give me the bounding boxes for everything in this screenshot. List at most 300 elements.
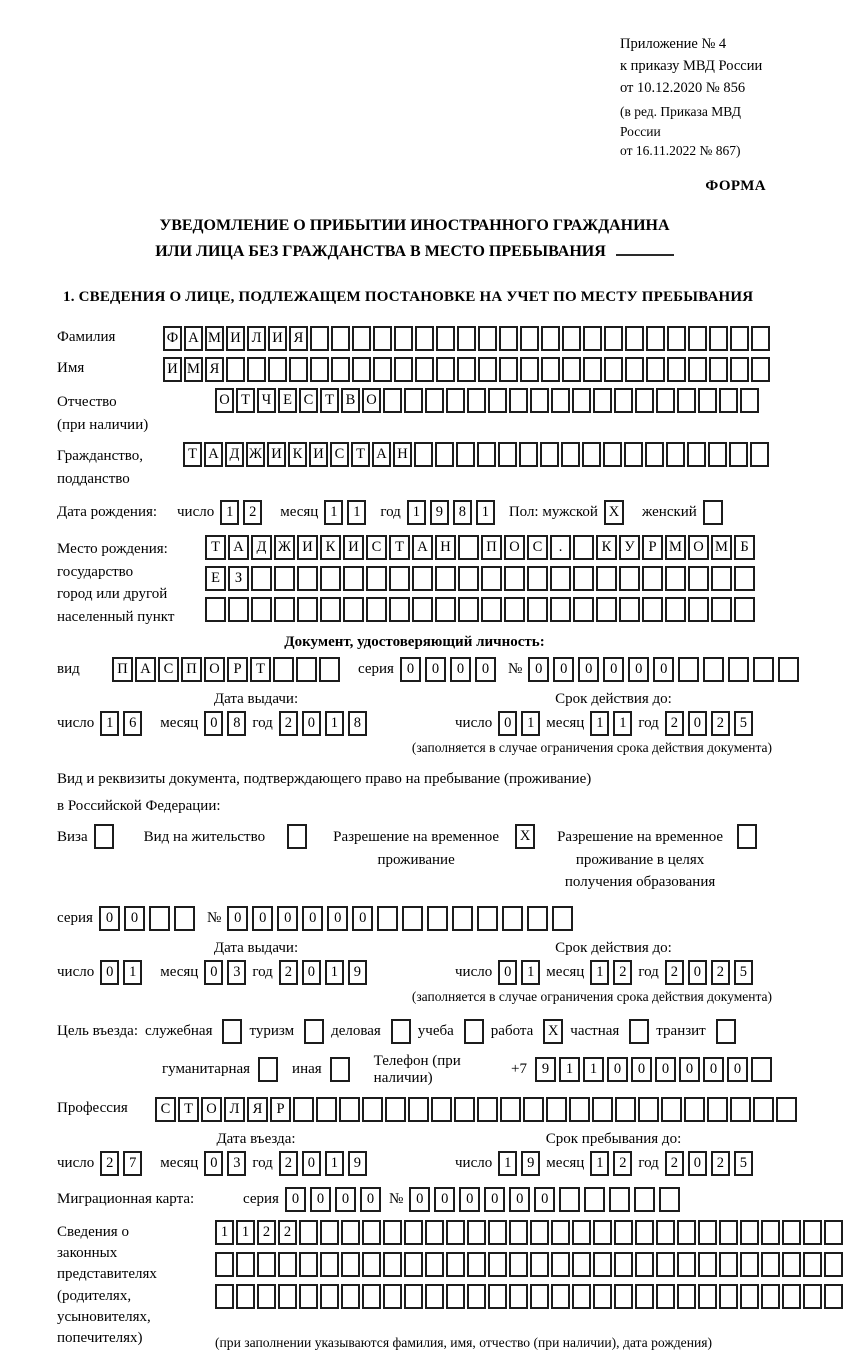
form-cell[interactable]: И [163,357,182,382]
form-cell[interactable] [435,566,456,591]
form-cell[interactable] [366,566,387,591]
form-cell[interactable] [619,597,640,622]
form-cell[interactable] [488,1220,507,1245]
form-cell[interactable] [446,1220,465,1245]
form-cell[interactable]: Т [183,442,202,467]
form-cell[interactable] [635,1220,654,1245]
form-cell[interactable] [504,566,525,591]
form-cell[interactable] [205,597,226,622]
form-cell[interactable]: Ч [257,388,276,413]
form-cell[interactable] [614,388,633,413]
form-cell[interactable]: С [158,657,179,682]
form-cell[interactable] [656,1284,675,1309]
form-cell[interactable] [467,1220,486,1245]
form-cell[interactable]: Н [435,535,456,560]
form-cell[interactable] [427,906,448,931]
form-cell[interactable]: 0 [302,906,323,931]
form-cell[interactable] [319,657,340,682]
purpose-other-checkbox[interactable] [330,1057,350,1082]
form-cell[interactable] [678,657,699,682]
form-cell[interactable] [509,388,528,413]
form-cell[interactable] [530,1220,549,1245]
form-cell[interactable] [661,1097,682,1122]
form-cell[interactable]: 2 [665,711,684,736]
form-cell[interactable]: 7 [123,1151,142,1176]
form-cell[interactable] [782,1284,801,1309]
form-cell[interactable]: Т [320,388,339,413]
form-cell[interactable] [467,388,486,413]
form-cell[interactable] [625,326,644,351]
form-cell[interactable] [310,326,329,351]
form-cell[interactable] [540,442,559,467]
form-cell[interactable] [709,326,728,351]
form-cell[interactable]: Л [247,326,266,351]
form-cell[interactable]: Б [734,535,755,560]
form-cell[interactable] [414,442,433,467]
form-cell[interactable] [268,357,287,382]
form-cell[interactable] [624,442,643,467]
form-cell[interactable] [519,442,538,467]
form-cell[interactable] [452,906,473,931]
purpose-study-checkbox[interactable] [464,1019,484,1044]
form-cell[interactable]: Я [247,1097,268,1122]
form-cell[interactable] [404,388,423,413]
form-cell[interactable] [573,566,594,591]
form-cell[interactable]: 0 [204,960,223,985]
form-cell[interactable]: 0 [688,1151,707,1176]
purpose-work-checkbox[interactable]: X [543,1019,563,1044]
form-cell[interactable] [341,1252,360,1277]
form-cell[interactable]: К [320,535,341,560]
form-cell[interactable] [541,326,560,351]
form-cell[interactable] [530,1284,549,1309]
form-cell[interactable] [278,1284,297,1309]
form-cell[interactable] [761,1284,780,1309]
temp-permit-checkbox[interactable]: X [515,824,535,849]
form-cell[interactable] [215,1284,234,1309]
form-cell[interactable]: 1 [325,711,344,736]
form-cell[interactable]: 2 [665,1151,684,1176]
male-checkbox[interactable]: X [604,500,624,525]
form-cell[interactable]: О [215,388,234,413]
form-cell[interactable]: Т [236,388,255,413]
form-cell[interactable]: 2 [279,711,298,736]
form-cell[interactable]: И [297,535,318,560]
form-cell[interactable] [362,1284,381,1309]
form-cell[interactable] [343,597,364,622]
form-cell[interactable] [446,1284,465,1309]
form-cell[interactable] [458,535,479,560]
form-cell[interactable]: И [267,442,286,467]
form-cell[interactable] [352,326,371,351]
form-cell[interactable] [310,357,329,382]
form-cell[interactable]: П [181,657,202,682]
form-cell[interactable] [425,1284,444,1309]
form-cell[interactable] [677,1252,696,1277]
form-cell[interactable] [456,442,475,467]
form-cell[interactable]: Р [642,535,663,560]
form-cell[interactable] [251,597,272,622]
form-cell[interactable] [316,1097,337,1122]
form-cell[interactable] [389,597,410,622]
form-cell[interactable] [635,1252,654,1277]
form-cell[interactable] [383,1220,402,1245]
form-cell[interactable]: М [184,357,203,382]
form-cell[interactable]: 0 [409,1187,430,1212]
form-cell[interactable]: Т [250,657,271,682]
form-cell[interactable] [478,357,497,382]
form-cell[interactable] [750,442,769,467]
form-cell[interactable] [362,1252,381,1277]
form-cell[interactable] [734,597,755,622]
form-cell[interactable] [551,388,570,413]
form-cell[interactable] [751,357,770,382]
form-cell[interactable] [719,388,738,413]
form-cell[interactable]: 0 [528,657,549,682]
form-cell[interactable]: 0 [252,906,273,931]
form-cell[interactable] [278,1252,297,1277]
form-cell[interactable]: В [341,388,360,413]
form-cell[interactable]: 0 [100,960,119,985]
form-cell[interactable] [596,597,617,622]
form-cell[interactable] [642,566,663,591]
form-cell[interactable] [377,906,398,931]
form-cell[interactable]: 1 [100,711,119,736]
form-cell[interactable]: С [527,535,548,560]
form-cell[interactable] [665,566,686,591]
form-cell[interactable] [593,1220,612,1245]
form-cell[interactable] [659,1187,680,1212]
form-cell[interactable] [824,1252,843,1277]
form-cell[interactable] [729,442,748,467]
form-cell[interactable] [257,1252,276,1277]
form-cell[interactable]: 0 [628,657,649,682]
form-cell[interactable] [642,597,663,622]
form-cell[interactable] [751,1057,772,1082]
form-cell[interactable] [740,1220,759,1245]
form-cell[interactable]: 0 [688,960,707,985]
purpose-private-checkbox[interactable] [629,1019,649,1044]
form-cell[interactable] [656,1252,675,1277]
form-cell[interactable] [373,326,392,351]
form-cell[interactable] [740,388,759,413]
form-cell[interactable] [677,1220,696,1245]
form-cell[interactable] [343,566,364,591]
form-cell[interactable] [297,566,318,591]
form-cell[interactable] [383,388,402,413]
form-cell[interactable] [502,906,523,931]
form-cell[interactable]: П [481,535,502,560]
edu-permit-checkbox[interactable] [737,824,757,849]
form-cell[interactable] [584,1187,605,1212]
form-cell[interactable]: 5 [734,1151,753,1176]
form-cell[interactable] [436,357,455,382]
form-cell[interactable] [274,566,295,591]
form-cell[interactable] [247,357,266,382]
form-cell[interactable]: Ж [246,442,265,467]
form-cell[interactable] [320,566,341,591]
form-cell[interactable] [523,1097,544,1122]
form-cell[interactable]: 0 [434,1187,455,1212]
form-cell[interactable]: 1 [521,960,540,985]
form-cell[interactable] [500,1097,521,1122]
form-cell[interactable]: О [204,657,225,682]
form-cell[interactable] [583,326,602,351]
form-cell[interactable] [562,357,581,382]
form-cell[interactable] [550,597,571,622]
form-cell[interactable] [688,597,709,622]
form-cell[interactable]: У [619,535,640,560]
form-cell[interactable] [824,1284,843,1309]
form-cell[interactable]: 1 [590,711,609,736]
form-cell[interactable]: З [228,566,249,591]
form-cell[interactable]: 0 [631,1057,652,1082]
form-cell[interactable]: 2 [711,960,730,985]
form-cell[interactable]: 8 [348,711,367,736]
form-cell[interactable] [373,357,392,382]
form-cell[interactable] [665,597,686,622]
form-cell[interactable]: И [268,326,287,351]
form-cell[interactable] [604,326,623,351]
form-cell[interactable]: 0 [450,657,471,682]
form-cell[interactable] [436,326,455,351]
form-cell[interactable] [228,597,249,622]
form-cell[interactable]: Т [389,535,410,560]
form-cell[interactable] [527,597,548,622]
form-cell[interactable]: 5 [734,960,753,985]
form-cell[interactable]: А [135,657,156,682]
form-cell[interactable] [425,1220,444,1245]
form-cell[interactable]: 2 [613,960,632,985]
form-cell[interactable]: 9 [535,1057,556,1082]
form-cell[interactable] [236,1252,255,1277]
form-cell[interactable] [572,388,591,413]
form-cell[interactable]: Н [393,442,412,467]
form-cell[interactable]: 0 [360,1187,381,1212]
form-cell[interactable]: 5 [734,711,753,736]
form-cell[interactable] [446,388,465,413]
form-cell[interactable]: С [366,535,387,560]
form-cell[interactable]: 0 [509,1187,530,1212]
form-cell[interactable] [488,1252,507,1277]
form-cell[interactable] [412,597,433,622]
form-cell[interactable]: К [288,442,307,467]
form-cell[interactable] [635,388,654,413]
form-cell[interactable]: 9 [348,1151,367,1176]
form-cell[interactable] [562,326,581,351]
form-cell[interactable] [385,1097,406,1122]
form-cell[interactable] [572,1252,591,1277]
form-cell[interactable] [339,1097,360,1122]
form-cell[interactable]: 0 [703,1057,724,1082]
form-cell[interactable]: 0 [285,1187,306,1212]
form-cell[interactable]: 2 [100,1151,119,1176]
form-cell[interactable] [698,1284,717,1309]
form-cell[interactable]: Д [251,535,272,560]
form-cell[interactable] [541,357,560,382]
form-cell[interactable]: 6 [123,711,142,736]
form-cell[interactable] [604,357,623,382]
form-cell[interactable] [703,657,724,682]
form-cell[interactable] [215,1252,234,1277]
form-cell[interactable] [677,1284,696,1309]
form-cell[interactable]: М [665,535,686,560]
form-cell[interactable]: 0 [302,960,321,985]
form-cell[interactable] [504,597,525,622]
form-cell[interactable] [320,1220,339,1245]
form-cell[interactable] [458,597,479,622]
form-cell[interactable]: 1 [590,1151,609,1176]
form-cell[interactable]: 0 [277,906,298,931]
form-cell[interactable] [719,1220,738,1245]
form-cell[interactable] [257,1284,276,1309]
form-cell[interactable] [803,1284,822,1309]
form-cell[interactable] [730,1097,751,1122]
purpose-transit-checkbox[interactable] [716,1019,736,1044]
form-cell[interactable]: 8 [453,500,472,525]
form-cell[interactable]: 8 [227,711,246,736]
form-cell[interactable] [457,326,476,351]
form-cell[interactable]: 2 [279,960,298,985]
form-cell[interactable] [569,1097,590,1122]
form-cell[interactable] [509,1252,528,1277]
form-cell[interactable]: 1 [324,500,343,525]
form-cell[interactable]: 0 [655,1057,676,1082]
form-cell[interactable]: 0 [498,960,517,985]
form-cell[interactable] [431,1097,452,1122]
form-cell[interactable] [551,1220,570,1245]
form-cell[interactable]: 2 [279,1151,298,1176]
form-cell[interactable] [711,597,732,622]
form-cell[interactable]: 1 [559,1057,580,1082]
form-cell[interactable] [709,357,728,382]
form-cell[interactable] [734,566,755,591]
form-cell[interactable] [582,442,601,467]
form-cell[interactable] [583,357,602,382]
form-cell[interactable] [402,906,423,931]
form-cell[interactable]: . [550,535,571,560]
form-cell[interactable]: А [412,535,433,560]
form-cell[interactable] [635,1284,654,1309]
form-cell[interactable]: А [372,442,391,467]
form-cell[interactable] [561,442,580,467]
form-cell[interactable] [415,326,434,351]
form-cell[interactable] [656,1220,675,1245]
form-cell[interactable] [425,1252,444,1277]
form-cell[interactable]: 0 [484,1187,505,1212]
form-cell[interactable]: А [204,442,223,467]
form-cell[interactable] [753,1097,774,1122]
form-cell[interactable] [331,357,350,382]
form-cell[interactable]: О [688,535,709,560]
form-cell[interactable]: Ф [163,326,182,351]
form-cell[interactable]: 2 [257,1220,276,1245]
form-cell[interactable] [320,1284,339,1309]
form-cell[interactable]: 2 [278,1220,297,1245]
form-cell[interactable]: 9 [348,960,367,985]
form-cell[interactable]: И [309,442,328,467]
form-cell[interactable] [719,1252,738,1277]
form-cell[interactable] [520,357,539,382]
form-cell[interactable] [299,1220,318,1245]
form-cell[interactable]: О [201,1097,222,1122]
form-cell[interactable]: 0 [498,711,517,736]
form-cell[interactable] [478,326,497,351]
form-cell[interactable] [646,357,665,382]
form-cell[interactable] [614,1220,633,1245]
form-cell[interactable] [331,326,350,351]
form-cell[interactable] [454,1097,475,1122]
form-cell[interactable] [708,442,727,467]
form-cell[interactable] [435,597,456,622]
form-cell[interactable]: О [504,535,525,560]
form-cell[interactable]: 0 [425,657,446,682]
form-cell[interactable] [572,1284,591,1309]
form-cell[interactable] [551,1284,570,1309]
form-cell[interactable] [341,1220,360,1245]
form-cell[interactable]: 0 [679,1057,700,1082]
form-cell[interactable]: А [228,535,249,560]
form-cell[interactable] [782,1220,801,1245]
form-cell[interactable] [707,1097,728,1122]
form-cell[interactable] [609,1187,630,1212]
form-cell[interactable]: Т [205,535,226,560]
form-cell[interactable]: 0 [227,906,248,931]
form-cell[interactable]: 0 [400,657,421,682]
form-cell[interactable] [753,657,774,682]
form-cell[interactable]: 2 [243,500,262,525]
form-cell[interactable] [149,906,170,931]
form-cell[interactable]: Р [270,1097,291,1122]
form-cell[interactable] [520,326,539,351]
form-cell[interactable] [274,597,295,622]
form-cell[interactable]: 1 [613,711,632,736]
form-cell[interactable] [711,566,732,591]
form-cell[interactable]: 1 [476,500,495,525]
form-cell[interactable]: 0 [302,1151,321,1176]
form-cell[interactable]: 0 [310,1187,331,1212]
form-cell[interactable] [667,326,686,351]
form-cell[interactable] [404,1284,423,1309]
form-cell[interactable] [251,566,272,591]
form-cell[interactable] [341,1284,360,1309]
form-cell[interactable] [477,442,496,467]
form-cell[interactable] [614,1284,633,1309]
form-cell[interactable]: 0 [459,1187,480,1212]
form-cell[interactable] [273,657,294,682]
form-cell[interactable]: 0 [688,711,707,736]
form-cell[interactable] [499,357,518,382]
form-cell[interactable]: 2 [613,1151,632,1176]
form-cell[interactable] [550,566,571,591]
form-cell[interactable] [226,357,245,382]
form-cell[interactable] [572,1220,591,1245]
form-cell[interactable] [666,442,685,467]
purpose-tourism-checkbox[interactable] [304,1019,324,1044]
form-cell[interactable] [467,1284,486,1309]
form-cell[interactable] [751,326,770,351]
form-cell[interactable] [740,1252,759,1277]
form-cell[interactable] [619,566,640,591]
form-cell[interactable]: С [155,1097,176,1122]
form-cell[interactable] [389,566,410,591]
form-cell[interactable]: 0 [327,906,348,931]
form-cell[interactable] [481,597,502,622]
residence-permit-checkbox[interactable] [287,824,307,849]
form-cell[interactable] [383,1284,402,1309]
form-cell[interactable] [383,1252,402,1277]
form-cell[interactable] [488,388,507,413]
